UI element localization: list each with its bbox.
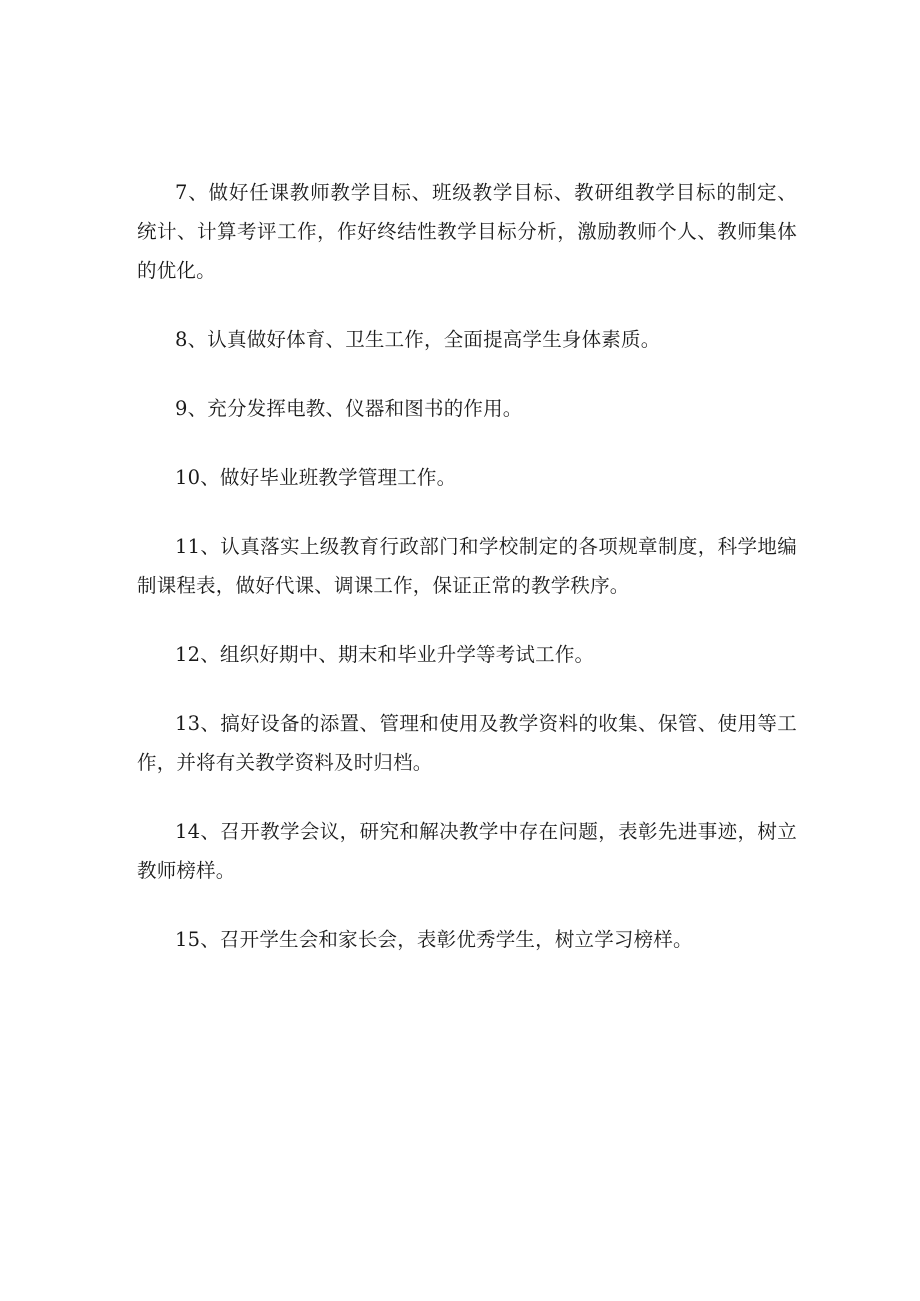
paragraph-gap xyxy=(137,674,797,704)
paragraph-gap xyxy=(137,782,797,812)
paragraph-gap xyxy=(137,890,797,920)
paragraph-item-15: 15、召开学生会和家长会，表彰优秀学生，树立学习榜样。 xyxy=(175,928,693,951)
document-body xyxy=(137,173,797,959)
paragraph-item-14: 14、召开教学会议，研究和解决教学中存在问题，表彰先进事迹，树立教师榜样。 xyxy=(137,820,797,882)
paragraph-item-9: 9、充分发挥电教、仪器和图书的作用。 xyxy=(175,397,523,420)
paragraph-gap xyxy=(137,605,797,635)
paragraph-item-11: 11、认真落实上级教育行政部门和学校制定的各项规章制度，科学地编制课程表，做好代课、调课工作，保证正常的教学秩序。 xyxy=(137,535,797,597)
paragraph-gap xyxy=(137,359,797,389)
paragraph-gap xyxy=(137,290,797,320)
paragraph-gap xyxy=(137,428,797,458)
paragraph-item-10: 10、做好毕业班教学管理工作。 xyxy=(175,466,457,489)
paragraph-item-12: 12、组织好期中、期末和毕业升学等考试工作。 xyxy=(175,643,595,666)
paragraph-item-13: 13、搞好设备的添置、管理和使用及教学资料的收集、保管、使用等工作，并将有关教学资料及时归档。 xyxy=(137,712,797,774)
paragraph-item-7: 7、做好任课教师教学目标、班级教学目标、教研组教学目标的制定、统计、计算考评工作，作好终结性教学目标分析，激励教师个人、教师集体的优化。 xyxy=(137,181,797,282)
paragraph-item-8: 8、认真做好体育、卫生工作，全面提高学生身体素质。 xyxy=(175,328,661,351)
paragraph-gap xyxy=(137,497,797,527)
